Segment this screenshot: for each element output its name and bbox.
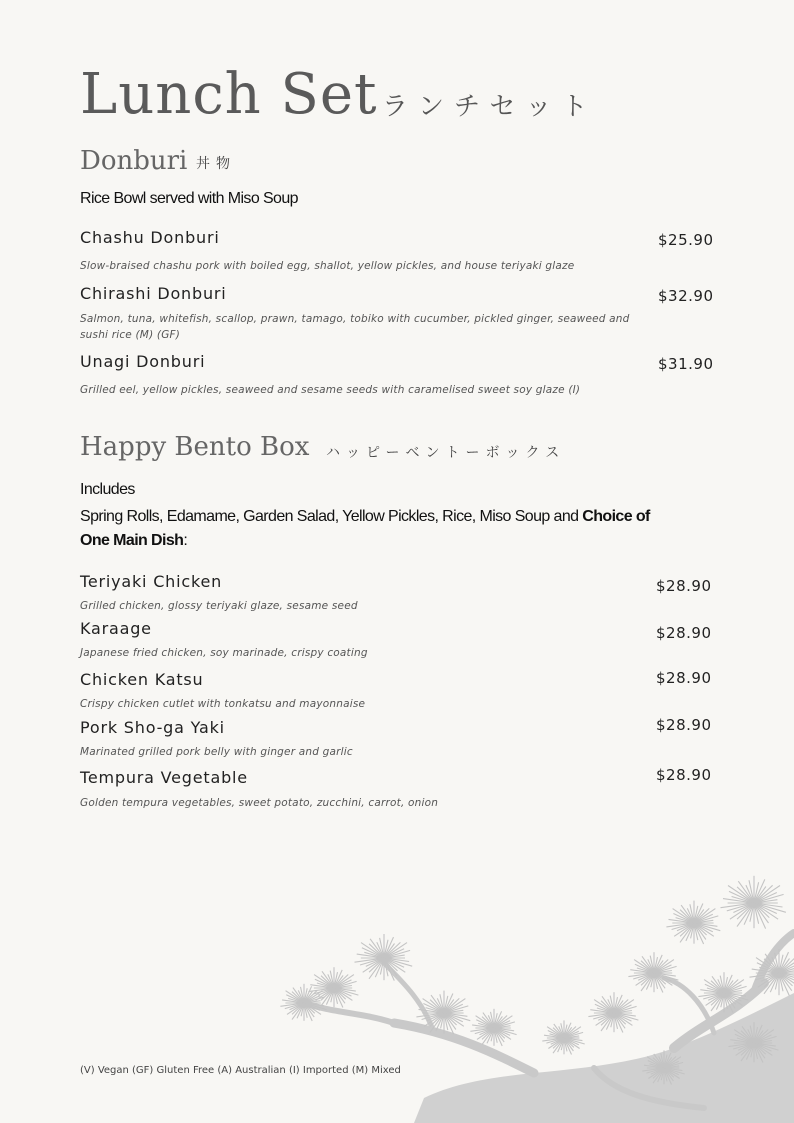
pine-branch-icon	[234, 863, 794, 1123]
menu-item-description: Crispy chicken cutlet with tonkatsu and mayonnaise	[80, 698, 366, 710]
menu-item-description: Slow-braised chashu pork with boiled egg, shallot, yellow pickles, and house teriyaki glaze	[80, 260, 575, 272]
menu-item-price: $28.90	[656, 669, 712, 687]
donburi-section-title: Donburi	[80, 146, 188, 176]
menu-item-name: Pork Sho-ga Yaki	[80, 718, 225, 737]
menu-item-name: Tempura Vegetable	[80, 768, 248, 787]
menu-item-name: Chashu Donburi	[80, 228, 220, 247]
bento-choice-emphasis: Choice of One Main Dish	[80, 508, 650, 549]
menu-item-description: Salmon, tuna, whitefish, scallop, prawn, tamago, tobiko with cucumber, pickled ginger, seaweed and sushi rice (M) (GF)	[80, 313, 630, 341]
bento-includes-text	[80, 505, 680, 553]
donburi-section-title-japanese: 丼物	[196, 156, 236, 172]
menu-item-description: Grilled chicken, glossy teriyaki glaze, sesame seed	[80, 600, 358, 612]
bento-includes-label: Includes	[80, 481, 135, 498]
page-title: Lunch Set	[80, 62, 378, 127]
menu-item-price: $28.90	[656, 716, 712, 734]
menu-item-price: $25.90	[658, 231, 714, 249]
bento-includes-list: Spring Rolls, Edamame, Garden Salad, Yellow Pickles, Rice, Miso Soup and	[80, 508, 579, 525]
dietary-legend: (V) Vegan (GF) Gluten Free (A) Australian (I) Imported (M) Mixed	[80, 1065, 401, 1076]
bento-section-title-japanese: ハッピーベントーボックス	[326, 445, 566, 461]
menu-item-description: Japanese fried chicken, soy marinade, crispy coating	[80, 647, 368, 659]
menu-item-description: Golden tempura vegetables, sweet potato, zucchini, carrot, onion	[80, 797, 439, 809]
menu-item-description: Marinated grilled pork belly with ginger and garlic	[80, 746, 353, 758]
menu-item-name: Chicken Katsu	[80, 670, 204, 689]
menu-item-name: Chirashi Donburi	[80, 284, 227, 303]
menu-item-name: Unagi Donburi	[80, 352, 206, 371]
menu-item-price: $28.90	[656, 577, 712, 595]
menu-item-price: $28.90	[656, 766, 712, 784]
donburi-subtitle: Rice Bowl served with Miso Soup	[80, 190, 298, 207]
menu-item-price: $28.90	[656, 624, 712, 642]
bento-section-title: Happy Bento Box	[80, 432, 310, 462]
menu-item-name: Teriyaki Chicken	[80, 572, 223, 591]
menu-item-price: $32.90	[658, 287, 714, 305]
bento-includes-colon: :	[183, 532, 188, 549]
menu-item-description: Grilled eel, yellow pickles, seaweed and sesame seeds with caramelised sweet soy glaze (I)	[80, 384, 581, 396]
menu-item-price: $31.90	[658, 355, 714, 373]
page-title-japanese: ランチセット	[382, 92, 598, 122]
menu-item-name: Karaage	[80, 619, 152, 638]
